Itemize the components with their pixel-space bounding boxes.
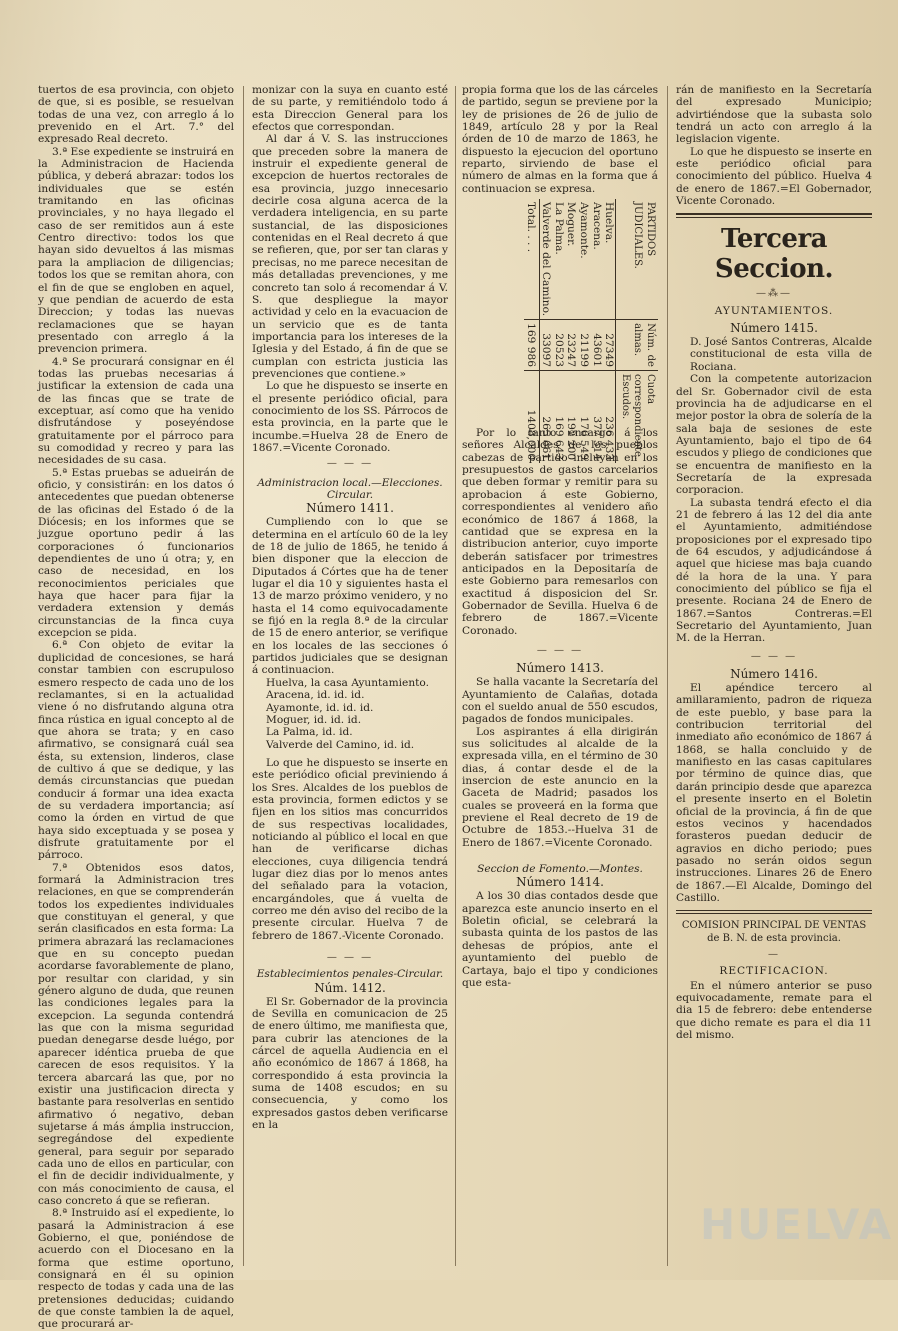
notice-number: Número 1411.	[306, 501, 394, 516]
paragraph: 4.ª Se procurará consignar en él todas las pruebas necesarias á justificar la extension de cada una de las fincas que se trate de exceptuar, así como que ha venido disfrutándose y poseyéndose gratuitamente por el párroco para su comodidad y recreo y para las necesidades de su casa.	[38, 355, 234, 467]
table-cell: 33097	[539, 320, 552, 371]
paragraph: El apéndice tercero al amillaramiento, padron de riqueza de este pueblo, y base para la contribucion territorial del inmediato año económico de 1867 á 1868, se halla concluido y de manifiesto en las casas capitulares por término de quince dias, que darán principio desde que aparezca el presente inserto en el Boletin oficial de la provincia, á fin de que estos vecinos y hacendados forasteros puedan deducir de agravios en dicho periodo; pues pasado no serán oidos segun instrucciones. Linares 26 de Enero de 1867.—El Alcalde, Domingo del Castillo.	[676, 682, 872, 904]
notice-number: Número 1415.	[730, 321, 818, 336]
table-row	[590, 199, 603, 463]
table-cell: 176 549	[577, 371, 590, 464]
table-total-row	[524, 199, 539, 463]
notice-number: Número 1413.	[516, 661, 604, 676]
table-row	[552, 199, 565, 463]
table-cell: 1408,000	[524, 371, 539, 464]
column-rule	[455, 86, 456, 1266]
paragraph: tuertos de esa provincia, con objeto de que, si es posible, se resuelvan todas de una vez, con arreglo á lo prevenido en el Art. 7.° del expresado Real decreto.	[38, 84, 234, 146]
section-title: Seccion de Fomento.—Montes.	[477, 863, 643, 876]
paragraph: A los 30 dias contados desde que aparezca este anuncio inserto en el Boletin oficial, se celebrará la subasta quinta de los pastos de las dehesas de própios, ante el ayuntamiento del pueblo de Cartaya, bajo el tipo y condiciones que esta-	[462, 890, 658, 989]
rule	[676, 910, 872, 914]
ornament-divider: — — —	[750, 650, 798, 662]
paragraph: La subasta tendrá efecto el dia 21 de febrero á las 12 del dia ante el Ayuntamiento, admitiéndose proposiciones por el expresado tipo de 64 escudos, y adjudicándose á aquel que hiciese mas baja cuando dé la hora de la una. Y para conocimiento del público se fija el presente. Rociana 24 de Enero de 1867.=Santos Contreras.=El Secretario del Ayuntamiento, Juan M. de la Herran.	[676, 496, 872, 645]
section-title: Establecimientos penales-Circular.	[256, 968, 444, 981]
list-item: La Palma, id. id.	[266, 726, 353, 739]
table-row	[577, 199, 590, 463]
table-cell: Valverde del Camino.	[540, 202, 553, 317]
table-cell: 265 661	[539, 371, 552, 464]
column-4	[676, 84, 872, 1274]
table-cell: 377 514	[590, 371, 603, 464]
list-item: Ayamonte, id. id. id.	[266, 701, 374, 714]
ornament-divider: — — —	[326, 458, 374, 470]
paragraph: Lo que he dispuesto se inserte en este periódico oficial para conocimiento del público. Huelva 4 de enero de 1867.=El Gobernador, Vicente Coronado.	[676, 145, 872, 208]
rectification-heading: RECTIFICACION.	[719, 965, 829, 978]
commission-heading: COMISION PRINCIPAL DE VENTAS de B. N. de esta provincia.	[681, 920, 867, 944]
paragraph: 8.ª Instruido así el expediente, lo pasará la Administracion á ese Gobierno, el que, poniéndose de acuerdo con el Diocesano en la forma que estime oportuno, consignará en él su opinion respecto de todas y cada una de las pretensiones deducidas; cuidando de que conste tambien la de aquel, que procurará ar-	[38, 1207, 234, 1331]
table-header: Núm. de almas.	[616, 320, 658, 371]
notice-number: Número 1414.	[516, 875, 604, 890]
list-item: Aracena, id. id. id.	[266, 689, 365, 702]
column-rule	[667, 86, 668, 1266]
table-cell: 23247	[565, 320, 578, 371]
table-cell: 27349	[603, 320, 616, 371]
section-title: Administracion local.—Elecciones. Circular.	[257, 476, 443, 501]
list-item: Huelva, la casa Ayuntamiento.	[266, 676, 429, 689]
column-3	[462, 84, 658, 1274]
table-cell: Aracena.	[590, 202, 603, 250]
library-watermark: HUELVA	[700, 1200, 894, 1249]
paragraph: 7.ª Obtenidos esos datos, formará la Administracion tres relaciones, en que se comprenderán todos los expedientes individuales que constituyan el general, y que serán clasificados en esta forma: La primera abrazará las reclamaciones que en su concepto puedan acordarse favorablemente de plano, por resultar con claridad, y sin género alguno de duda, que reunen las condiciones legales para la excepcion. La segunda contendrá las que con la misma seguridad puedan denegarse desde luégo, por aparecer idéntica prueba de que carecen de esos requisitos. Y la tercera abarcará las que, por no existir una justificacion directa y bastante para resolverlas en sentido afirmativo ó negativo, deban sujetarse á más ámplia instruccion, segregándose del expediente general, para seguir por separado cada uno de ellos en particular, con el fin de decidir individualmente, y con más conocimiento de causa, el caso concreto á que se refieran.	[38, 861, 234, 1207]
notice-number: Núm. 1412.	[314, 980, 386, 995]
table-cell: 21199	[577, 320, 590, 371]
ornament-divider: — — —	[536, 644, 584, 656]
paragraph: 5.ª Estas pruebas se adueirán de oficio, y consistirán: en los datos ó antecedentes que puedan obtenerse de las oficinas del Estado ó de la Diócesis; en los informes que se juzgue oportuno pedir á las corporaciones ó funcionarios dependientes de uno ú otra; y, en caso de necesidad, en los reconocimientos periciales que haya que hacer para fijar la verdadera extension y demás circunstancias de la finca cuya excepcion se pida.	[38, 466, 234, 640]
table-row	[565, 199, 578, 463]
table-cell: 169 986	[524, 320, 539, 371]
polling-locations-list	[252, 677, 448, 751]
paragraph: Los aspirantes á ella dirigirán sus solicitudes al alcalde de la expresada villa, en el término de 30 dias, á contar desde el de la insercion de este anuncio en la Gaceta de Madrid; pasados los cuales se proveerá en la forma que previene el Real decreto de 19 de Octubre de 1853.--Huelva 31 de Enero de 1867.=Vicente Coronado.	[462, 725, 658, 849]
table-header: Cuota correspondiente. Escudos.	[616, 371, 658, 464]
list-item: Valverde del Camino, id. id.	[266, 738, 415, 751]
table-cell: Huelva.	[603, 202, 616, 244]
paragraph: El Sr. Gobernador de la provincia de Sevilla en comunicacion de 25 de enero último, me manifiesta que, para cubrir las atenciones de la cárcel de aquella Audiencia en el año económico de 1867 á 1868, ha correspondido á esta provincia la suma de 1408 escudos; en su consecuencia, y como los expresados gastos deben verificarse en la	[252, 995, 448, 1132]
paragraph: Al dar á V. S. las instrucciones que preceden sobre la manera de instruir el expediente general de excepcion de huertos rectorales de esa provincia, juzgo innecesario decirle cosa alguna acerca de la verdadera inteligencia, en su parte sustancial, de las disposiciones contenidas en el Real decreto á que se refieren, que, por ser tan claras y precisas, no me parece necesitan de más detalladas prevenciones, y me concreto tan solo á recomendar á V. S. que despliegue la mayor actividad y celo en la evacuacion de un servicio que es de tanta importancia para los intereses de la Iglesia y del Estado, á fin de que se cumplan con estricta justicia las prevenciones que contiene.»	[252, 133, 448, 380]
paragraph: D. José Santos Contreras, Alcalde constitucional de esta villa de Rociana.	[690, 336, 872, 373]
table-cell: Ayamonte.	[578, 202, 591, 259]
table-cell: Moguer.	[565, 202, 578, 247]
paragraph: Cumpliendo con lo que se determina en el artículo 60 de la ley de 18 de julio de 1865, he tenido á bien disponer que la eleccion de Diputados á Córtes que ha de tener lugar el dia 10 y siguientes hasta el 13 de marzo próximo venidero, y no hasta el 14 como equivocadamente se fijó en la regla 8.ª de la circular de 15 de enero anterior, se verifique en los locales de las secciones ó partidos judiciales que se designan á continuacion.	[252, 516, 448, 677]
table-cell: La Palma.	[552, 202, 565, 255]
paragraph: En el número anterior se puso equivocadamente, remate para el dia 15 de febrero: debe entenderse que dicho remate es para el dia 11 del mismo.	[676, 979, 872, 1041]
table-cell: 169 643	[552, 371, 565, 464]
table-row	[603, 199, 616, 463]
list-item: Moguer, id. id. id.	[266, 713, 362, 726]
table-header: PARTIDOS JUDICIALES.	[616, 199, 658, 320]
table-cell: 192 200	[565, 371, 578, 464]
paragraph: Lo que he dispuesto se inserte en el presente periódico oficial, para conocimiento de los SS. Párrocos de esta provincia, en la parte que le incumbe.=Huelva 28 de Enero de 1867.=Vicente Coronado.	[252, 380, 448, 454]
paragraph: 3.ª Ese expediente se instruirá en la Administracion de Hacienda pública, y deberá abrazar: todos los individuales que se estén tramitando en las oficinas provinciales, y no haya llegado el caso de ser remitidos aun á este Centro directivo: todos los que hayan sido devueltos á las mismas para la ampliacion de diligencias; todos los que se remitan ahora, con el fin de que se engloben en aquel, y que pendian de acuerdo de esta Direccion; y todas las nuevas reclamaciones que se hayan presentado con arreglo á la prevencion primera.	[38, 145, 234, 356]
ornament-divider: — — —	[326, 952, 374, 964]
table-row	[539, 199, 552, 463]
notice-number: Número 1416.	[730, 667, 818, 682]
paragraph: Se halla vacante la Secretaría del Ayuntamiento de Calañas, dotada con el sueldo anual de 550 escudos, pagados de fondos municipales.	[462, 676, 658, 726]
subsection-heading: AYUNTAMIENTOS.	[714, 304, 834, 317]
table-cell: 20523	[552, 320, 565, 371]
table-cell: 43601	[590, 320, 603, 371]
paragraph: 6.ª Con objeto de evitar la duplicidad de concesiones, se hará constar tambien con escrupuloso esmero respecto de cada uno de los reclamantes, si en la actualidad viene ó no disfrutando alguna otra finca rústica en igual concepto al de que ahora se trata; y en caso afirmativo, se consignará cuál sea ésta, su extension, linderos, clase de cultivo á que se dedique, y las demás circunstancias que puedan conducir á formar una idea exacta de su verdadera importancia; así como la órden en virtud de que haya sido exceptuada y se posea y disfrute gratuitamente por el párroco.	[38, 639, 234, 862]
paragraph: rán de manifiesto en la Secretaría del expresado Municipio; advirtiéndose que la subasta solo tendrá un acto con arreglo á la legislacion vigente.	[676, 84, 872, 146]
paragraph: Por lo tanto encargo á los señores Alcaldes de los pueblos cabezas de partido incluyan en los presupuestos de gastos carcelarios que deben formar y remitir para su aprobacion á este Gobierno, correspondientes al venidero año económico de 1867 á 1868, la cantidad que se expresa en la distribucion anterior, cuyo importe deberán satisfacer por trimestres anticipados en la Depositaría de este Gobierno para remesarlos con exactitud á disposicion del Sr. Gobernador de Sevilla. Huelva 6 de febrero de 1867.=Vicente Coronado.	[462, 427, 658, 637]
column-2	[252, 84, 448, 1274]
paragraph: Lo que he dispuesto se inserte en este periódico oficial previniendo á los Sres. Alcaldes de los pueblos de esta provincia, formen edictos y se fijen en los sitios mas concurridos de sus respectivas localidades, noticiando al público el local en que han de verificarse dichas elecciones, cuya diligencia tendrá lugar diez dias por lo menos antes del señalado para la votacion, encargándoles, que á vuelta de correo me dén aviso del recibo de la presente circular. Huelva 7 de febrero de 1867.-Vicente Coronado.	[252, 756, 448, 942]
table-cell: Total. . . .	[524, 199, 539, 320]
ornament-divider: —⁂—	[756, 288, 792, 300]
section-heading: Tercera Seccion.	[714, 224, 834, 285]
column-1	[38, 84, 234, 1331]
paragraph: propia forma que los de las cárceles de partido, segun se previene por la ley de prisiones de 26 de julio de 1849, artículo 28 y por la Real órden de 10 de marzo de 1863, he dispuesto la ejecucion del oportuno reparto, sirviendo de base el número de almas en la forma que á continuacion se expresa.	[462, 84, 658, 195]
column-rule	[243, 86, 244, 1266]
population-quota-table	[462, 199, 658, 461]
ornament-divider: —	[768, 948, 780, 960]
paragraph: Con la competente autorizacion del Sr. Gobernador civil de esta provincia ha de adjudicarse en el mejor postor la obra de solería de la sala baja de sesiones de este Ayuntamiento, bajo el tipo de 64 escudos y pliego de condiciones que se encuentra de manifiesto en la Secretaría de la expresada corporacion.	[676, 373, 872, 497]
double-rule	[676, 213, 872, 218]
paragraph: monizar con la suya en cuanto esté de su parte, y remitiéndolo todo á esta Direccion General para los efectos que correspondan.	[252, 84, 448, 134]
table-cell: 236 433	[603, 371, 616, 464]
